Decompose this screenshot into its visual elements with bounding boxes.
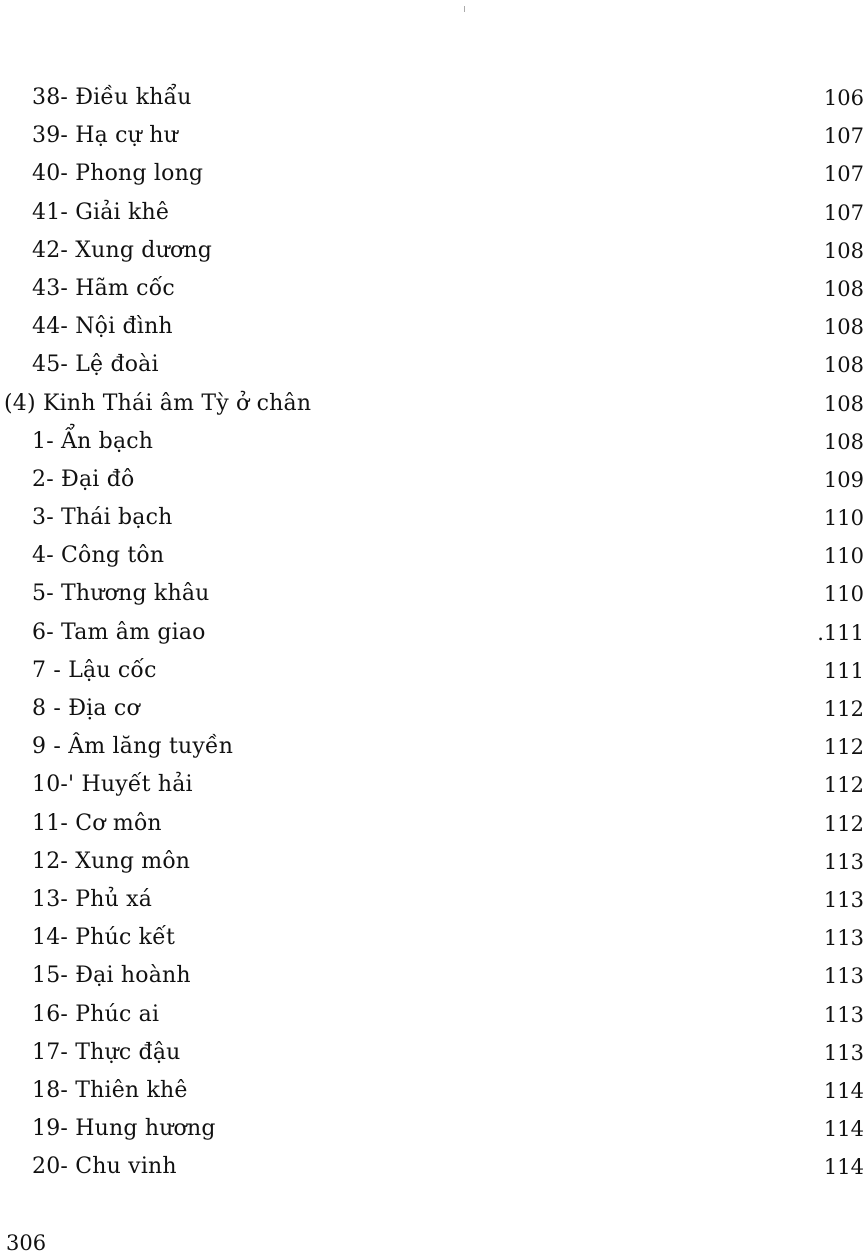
toc-entry: [0, 499, 868, 537]
toc-entry-page: 107: [823, 124, 864, 149]
toc-entry-page: 110: [823, 582, 864, 607]
toc-entry-page: 113: [823, 1002, 864, 1027]
toc-entry-page: 114: [823, 1078, 864, 1103]
toc-entry-title: 7 - Lậu cốc: [32, 657, 157, 683]
toc-section-heading: [0, 385, 868, 423]
toc-entry-title: 3- Thái bạch: [32, 505, 173, 531]
toc-entry-title: 5- Thương khâu: [32, 581, 210, 607]
toc-entry-title: 17- Thực đậu: [32, 1039, 181, 1065]
toc-entry: [0, 1148, 868, 1186]
toc-entry: [0, 690, 868, 728]
toc-entry: [0, 423, 868, 461]
toc-entry: [0, 1072, 868, 1110]
page-number: 306: [6, 1231, 47, 1255]
toc-entry-page: 108: [823, 315, 864, 340]
toc-entry-title: 9 - Âm lăng tuyền: [32, 734, 234, 760]
toc-entry-page: 109: [823, 467, 864, 492]
toc-entry-page: 112: [823, 773, 864, 798]
toc-entry-page: 113: [823, 887, 864, 912]
toc-entry: [0, 117, 868, 155]
toc-entry-page: 106: [823, 86, 864, 110]
toc-entry: [0, 614, 868, 652]
toc-entry: [0, 652, 868, 690]
toc-entry: [0, 996, 868, 1034]
toc-entry-title: 1- Ẩn bạch: [32, 428, 154, 454]
toc-entry-page: 114: [823, 1155, 864, 1180]
toc-entry-page: 112: [823, 697, 864, 721]
toc-entry: [0, 232, 868, 270]
toc-entry-title: 20- Chu vinh: [32, 1154, 177, 1180]
toc-entry-page: 110: [823, 506, 864, 531]
toc-entry-page: 110: [823, 544, 864, 569]
toc-entry-page: 108: [823, 391, 864, 416]
toc-entry-title: 38- Điều khẩu: [32, 85, 192, 110]
toc-entry: [0, 1034, 868, 1072]
toc-entry-title: 19- Hung hương: [32, 1116, 216, 1142]
toc-entry: [0, 270, 868, 308]
toc-entry-title: 13- Phủ xá: [32, 886, 153, 912]
table-of-contents: [0, 79, 868, 1186]
toc-entry-page: 112: [823, 735, 864, 760]
toc-entry: [0, 308, 868, 346]
toc-entry-page: 108: [823, 353, 864, 378]
toc-entry: [0, 537, 868, 575]
toc-entry-title: 39- Hạ cự hư: [32, 123, 178, 149]
toc-entry-title: 16- Phúc ai: [32, 1001, 160, 1027]
toc-entry-page: 113: [823, 926, 864, 951]
toc-entry-page: 111: [823, 658, 864, 683]
toc-entry-title: 14- Phúc kết: [32, 925, 175, 951]
toc-entry-title: 2- Đại đô: [32, 466, 135, 492]
toc-entry-title: 18- Thiên khê: [32, 1077, 188, 1103]
toc-entry-title: 4- Công tôn: [32, 543, 165, 569]
toc-entry-title: 15- Đại hoành: [32, 963, 191, 989]
toc-entry-page: 113: [823, 1040, 864, 1065]
toc-entry-page: 114: [823, 1117, 864, 1142]
toc-entry: [0, 919, 868, 957]
toc-entry-page: 107: [823, 162, 864, 187]
toc-entry-title: 41- Giải khê: [32, 199, 170, 225]
scan-mark: [464, 6, 465, 12]
toc-entry: [0, 728, 868, 766]
toc-entry: [0, 766, 868, 804]
toc-entry: [0, 1110, 868, 1148]
toc-entry-title: 42- Xung dương: [32, 237, 213, 263]
toc-entry-title: (4) Kinh Thái âm Tỳ ở chân: [4, 390, 312, 416]
toc-entry: [0, 79, 868, 117]
toc-entry: [0, 957, 868, 995]
toc-entry: [0, 575, 868, 613]
toc-entry: [0, 346, 868, 384]
toc-entry: [0, 194, 868, 232]
toc-entry-page: 113: [823, 964, 864, 989]
toc-entry-title: 40- Phong long: [32, 161, 204, 187]
toc-entry-page: 107: [823, 200, 864, 225]
toc-entry-title: 43- Hãm cốc: [32, 275, 175, 301]
toc-entry-page: .111: [817, 620, 864, 645]
toc-entry-title: 44- Nội đình: [32, 314, 173, 340]
toc-entry-title: 11- Cơ môn: [32, 810, 162, 836]
toc-entry-page: 112: [823, 811, 864, 836]
toc-entry-title: 10-' Huyết hải: [32, 772, 193, 798]
toc-entry: [0, 155, 868, 193]
toc-entry-page: 113: [823, 849, 864, 874]
toc-entry: [0, 461, 868, 499]
toc-entry-page: 108: [823, 238, 864, 263]
toc-entry-title: 12- Xung môn: [32, 848, 191, 874]
toc-entry-page: 108: [823, 429, 864, 454]
toc-entry: [0, 843, 868, 881]
toc-entry: [0, 881, 868, 919]
toc-entry: [0, 805, 868, 843]
toc-entry-title: 8 - Địa cơ: [32, 696, 140, 721]
toc-entry-title: 6- Tam âm giao: [32, 619, 206, 645]
toc-entry-page: 108: [823, 276, 864, 301]
toc-entry-title: 45- Lệ đoài: [32, 352, 159, 378]
